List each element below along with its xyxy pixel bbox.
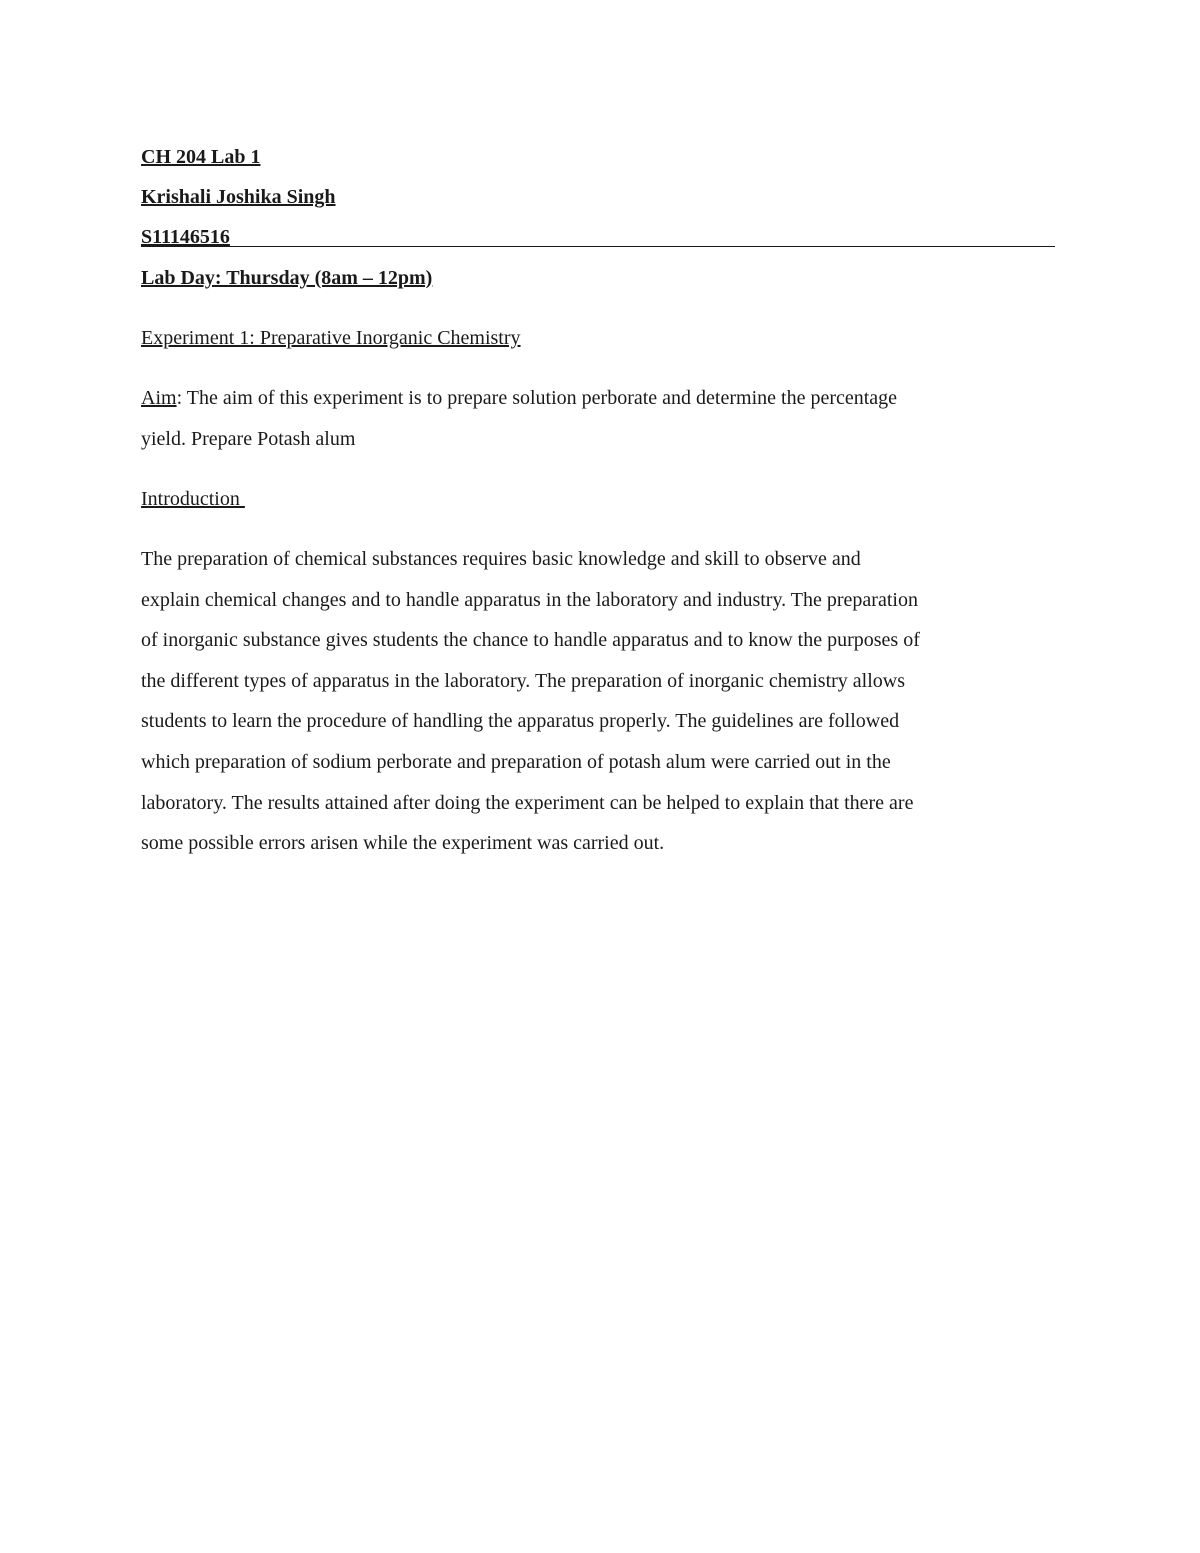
paragraph-line: which preparation of sodium perborate and preparation of potash alum were carried out in the bbox=[141, 750, 891, 773]
paragraph-line: The preparation of chemical substances requires basic knowledge and skill to observe and bbox=[141, 548, 861, 570]
student-id-row bbox=[141, 225, 1055, 247]
paragraph-line: explain chemical changes and to handle apparatus in the laboratory and industry. The preparation bbox=[141, 588, 918, 611]
aim-line-2: yield. Prepare Potash alum bbox=[141, 428, 356, 450]
paragraph-line: the different types of apparatus in the laboratory. The preparation of inorganic chemistry allows bbox=[141, 669, 906, 692]
aim-line-1 bbox=[141, 386, 897, 410]
student-id: S11146516 bbox=[141, 226, 230, 248]
paragraph-line: some possible errors arisen while the experiment was carried out. bbox=[141, 832, 665, 855]
course-title: CH 204 Lab 1 bbox=[141, 146, 261, 168]
introduction-paragraph bbox=[141, 547, 1061, 872]
paragraph-line: students to learn the procedure of handling the apparatus properly. The guidelines are followed bbox=[141, 710, 900, 733]
student-name: Krishali Joshika Singh bbox=[141, 186, 336, 208]
paragraph-line: laboratory. The results attained after doing the experiment can be helped to explain that there are bbox=[141, 791, 914, 814]
paragraph-line: of inorganic substance gives students the chance to handle apparatus and to know the purposes of bbox=[141, 629, 920, 652]
experiment-title: Experiment 1: Preparative Inorganic Chemistry bbox=[141, 327, 521, 349]
introduction-heading: Introduction bbox=[141, 488, 245, 510]
lab-day: Lab Day: Thursday (8am – 12pm) bbox=[141, 267, 433, 289]
aim-text-1: : The aim of this experiment is to prepare solution perborate and determine the percentage bbox=[176, 387, 898, 409]
aim-label: Aim bbox=[141, 387, 177, 409]
